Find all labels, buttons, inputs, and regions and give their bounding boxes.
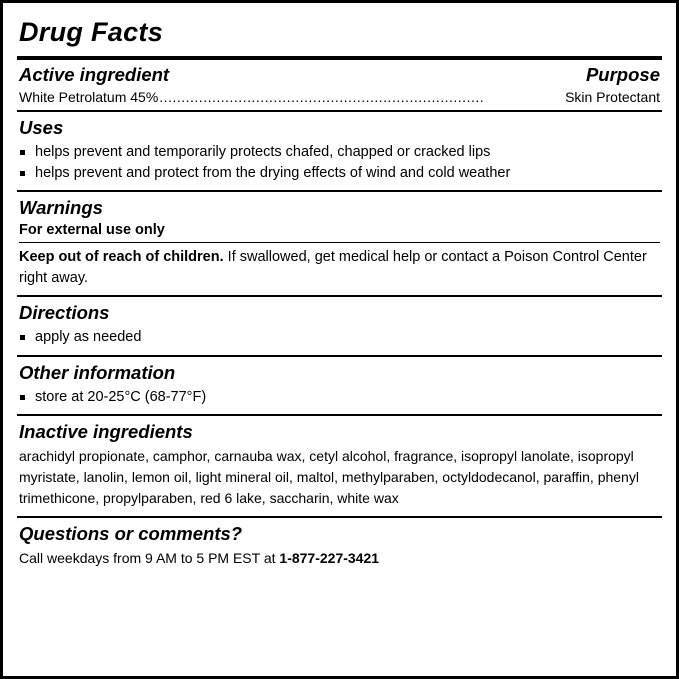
divider-after-inactive-ingredients [17,516,662,518]
divider-thick-top [17,56,662,60]
purpose-heading: Purpose [585,64,660,85]
other-information-section [17,362,662,410]
warnings-heading: Warnings [19,197,103,219]
uses-section [17,117,662,185]
active-ingredient-header-row [19,64,660,86]
external-use-warning: For external use only [19,222,165,239]
list-item: helps prevent and temporarily protects chafed, chapped or cracked lips [19,142,660,163]
leader-dots: .......................................................................... [159,89,485,105]
keep-out-of-reach-bold: Keep out of reach of children. [19,249,224,266]
questions-section [17,523,662,571]
questions-text: Call weekdays from 9 AM to 5 PM EST at [19,550,280,567]
warnings-section [17,197,662,290]
divider-within-warnings [19,242,660,243]
keep-out-of-reach-rest: If swallowed, get medical help or contact a Poison Control Center right away. [19,249,647,286]
list-item: helps prevent and protect from the drying effects of wind and cold weather [19,163,660,184]
other-information-list [19,387,660,408]
divider-after-directions [17,355,662,357]
active-ingredient-row [19,89,660,105]
inactive-ingredients-heading: Inactive ingredients [19,421,193,443]
active-ingredient-heading: Active ingredient [19,64,170,85]
keep-out-of-reach-warning [19,247,660,288]
inactive-ingredients-section [17,421,662,511]
inactive-ingredients-text: arachidyl propionate, camphor, carnauba wax, cetyl alcohol, fragrance, isopropyl lanolate, isopropyl myristate, lanolin, lemon oil, light mineral oil, maltol, methylparaben, octyldodecanol, paraffin, phenyl trimethicone, propylparaben, red 6 lake, saccharin, white wax [19,448,639,507]
divider-after-active-ingredient [17,110,662,112]
phone-number: 1-877-227-3421 [279,550,380,567]
directions-list [19,327,660,348]
questions-contact-line [19,548,660,569]
divider-after-uses [17,190,662,192]
active-ingredient-name: White Petrolatum 45% [19,89,159,105]
active-ingredient-purpose: Skin Protectant [565,89,660,105]
page-title: Drug Facts [19,17,164,47]
directions-heading: Directions [19,302,110,324]
directions-section [17,302,662,350]
list-item: store at 20-25°C (68-77°F) [19,387,660,408]
other-information-heading: Other information [19,361,176,383]
divider-after-warnings [17,295,662,297]
uses-list [19,142,660,183]
active-ingredient-section [17,64,662,105]
uses-heading: Uses [19,117,64,138]
list-item: apply as needed [19,327,660,348]
questions-heading: Questions or comments? [19,523,243,545]
divider-after-other-information [17,414,662,416]
